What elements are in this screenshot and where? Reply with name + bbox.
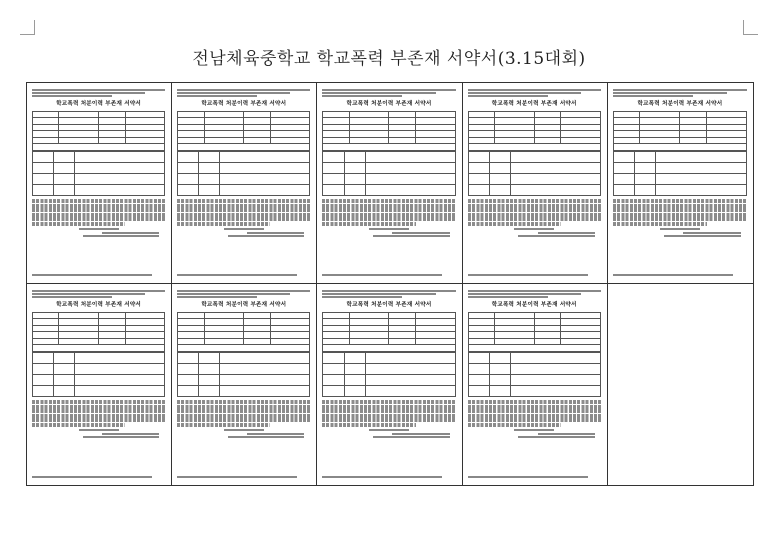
pledge-sheet [177,88,310,277]
pledge-paragraph [177,400,310,427]
guardian-signature-line [468,235,601,237]
sheet-heading: 학교폭력 처분이력 부존재 서약서 [201,302,287,308]
section-banner [177,345,310,352]
guardian-signature-line [322,235,455,237]
applicant-info-table [468,312,601,346]
sheet-footnote [32,273,152,277]
pledge-paragraph [32,199,165,226]
sheet-heading: 학교폭력 처분이력 부존재 서약서 [491,101,577,107]
pledge-paragraph [177,199,310,226]
document-title: 전남체육중학교 학교폭력 부존재 서약서(3.15대회) [192,49,586,69]
guardian-signature-line [32,235,165,237]
pledge-sheet [32,88,165,277]
sheet-date [32,228,165,230]
sheet-footnote [322,475,442,479]
sheet-cell [172,83,317,284]
sheet-header-note [468,289,601,300]
pledge-sheet [177,289,310,479]
sheet-footnote [177,273,297,277]
sheet-heading: 학교폭력 처분이력 부존재 서약서 [201,101,287,107]
sheet-date [468,429,601,431]
record-table [468,352,601,397]
crop-mark-top-right [743,20,758,35]
guardian-signature-line [468,436,601,438]
sheet-footnote [468,273,588,277]
sheet-date [322,429,455,431]
signature-line [468,433,601,435]
sheet-date [468,228,601,230]
applicant-info-table [613,111,747,145]
sheet-heading: 학교폭력 처분이력 부존재 서약서 [637,101,723,107]
sheet-heading: 학교폭력 처분이력 부존재 서약서 [56,101,142,107]
pledge-paragraph [322,199,455,226]
section-banner [322,345,455,352]
section-banner [613,144,747,151]
guardian-signature-line [32,436,165,438]
sheet-heading: 학교폭력 처분이력 부존재 서약서 [491,302,577,308]
pledge-paragraph [468,400,601,427]
signature-line [32,232,165,234]
pledge-sheet [322,289,455,479]
record-table [32,352,165,397]
signature-line [177,232,310,234]
sheet-date [177,429,310,431]
empty-cell [608,284,753,485]
sheet-heading: 학교폭력 처분이력 부존재 서약서 [346,302,432,308]
applicant-info-table [177,312,310,346]
crop-mark-top-left [20,20,35,35]
sheet-header-note [322,289,455,300]
record-table [322,151,455,196]
applicant-info-table [322,111,455,145]
guardian-signature-line [177,436,310,438]
record-table [613,151,747,196]
signature-line [468,232,601,234]
sheet-header-note [177,289,310,300]
sheet-date [32,429,165,431]
applicant-info-table [322,312,455,346]
record-table [32,151,165,196]
sheet-footnote [177,475,297,479]
record-table [177,352,310,397]
pledge-paragraph [613,199,747,226]
sheet-footnote [613,273,733,277]
sheet-footnote [32,475,152,479]
sheet-header-note [322,88,455,99]
sheet-header-note [613,88,747,99]
pledge-sheet [468,88,601,277]
applicant-info-table [177,111,310,145]
applicant-info-table [32,312,165,346]
pledge-paragraph [468,199,601,226]
sheet-date [322,228,455,230]
signature-line [322,433,455,435]
pledge-sheet [32,289,165,479]
sheet-cell [172,284,317,485]
sheet-cell [27,284,172,485]
guardian-signature-line [322,436,455,438]
signature-line [322,232,455,234]
sheet-cell [463,83,608,284]
section-banner [32,345,165,352]
sheet-cell [317,83,462,284]
section-banner [177,144,310,151]
signature-line [32,433,165,435]
guardian-signature-line [177,235,310,237]
record-table [322,352,455,397]
pledge-sheet [322,88,455,277]
record-table [177,151,310,196]
sheet-header-note [468,88,601,99]
pledge-paragraph [32,400,165,427]
section-banner [468,144,601,151]
applicant-info-table [468,111,601,145]
section-banner [322,144,455,151]
sheet-footnote [468,475,588,479]
section-banner [32,144,165,151]
sheet-cell [27,83,172,284]
sheet-heading: 학교폭력 처분이력 부존재 서약서 [56,302,142,308]
signature-line [177,433,310,435]
signature-line [613,232,747,234]
section-banner [468,345,601,352]
sheet-date [613,228,747,230]
sheet-heading: 학교폭력 처분이력 부존재 서약서 [346,101,432,107]
pledge-sheet [613,88,747,277]
sheet-header-note [32,88,165,99]
sheet-cell [317,284,462,485]
guardian-signature-line [613,235,747,237]
sheet-date [177,228,310,230]
applicant-info-table [32,111,165,145]
sheet-cell [463,284,608,485]
record-table [468,151,601,196]
pledge-paragraph [322,400,455,427]
pledge-sheet [468,289,601,479]
sheet-cell [608,83,753,284]
sheet-header-note [32,289,165,300]
pledge-sheet-grid [26,82,754,486]
sheet-header-note [177,88,310,99]
sheet-footnote [322,273,442,277]
